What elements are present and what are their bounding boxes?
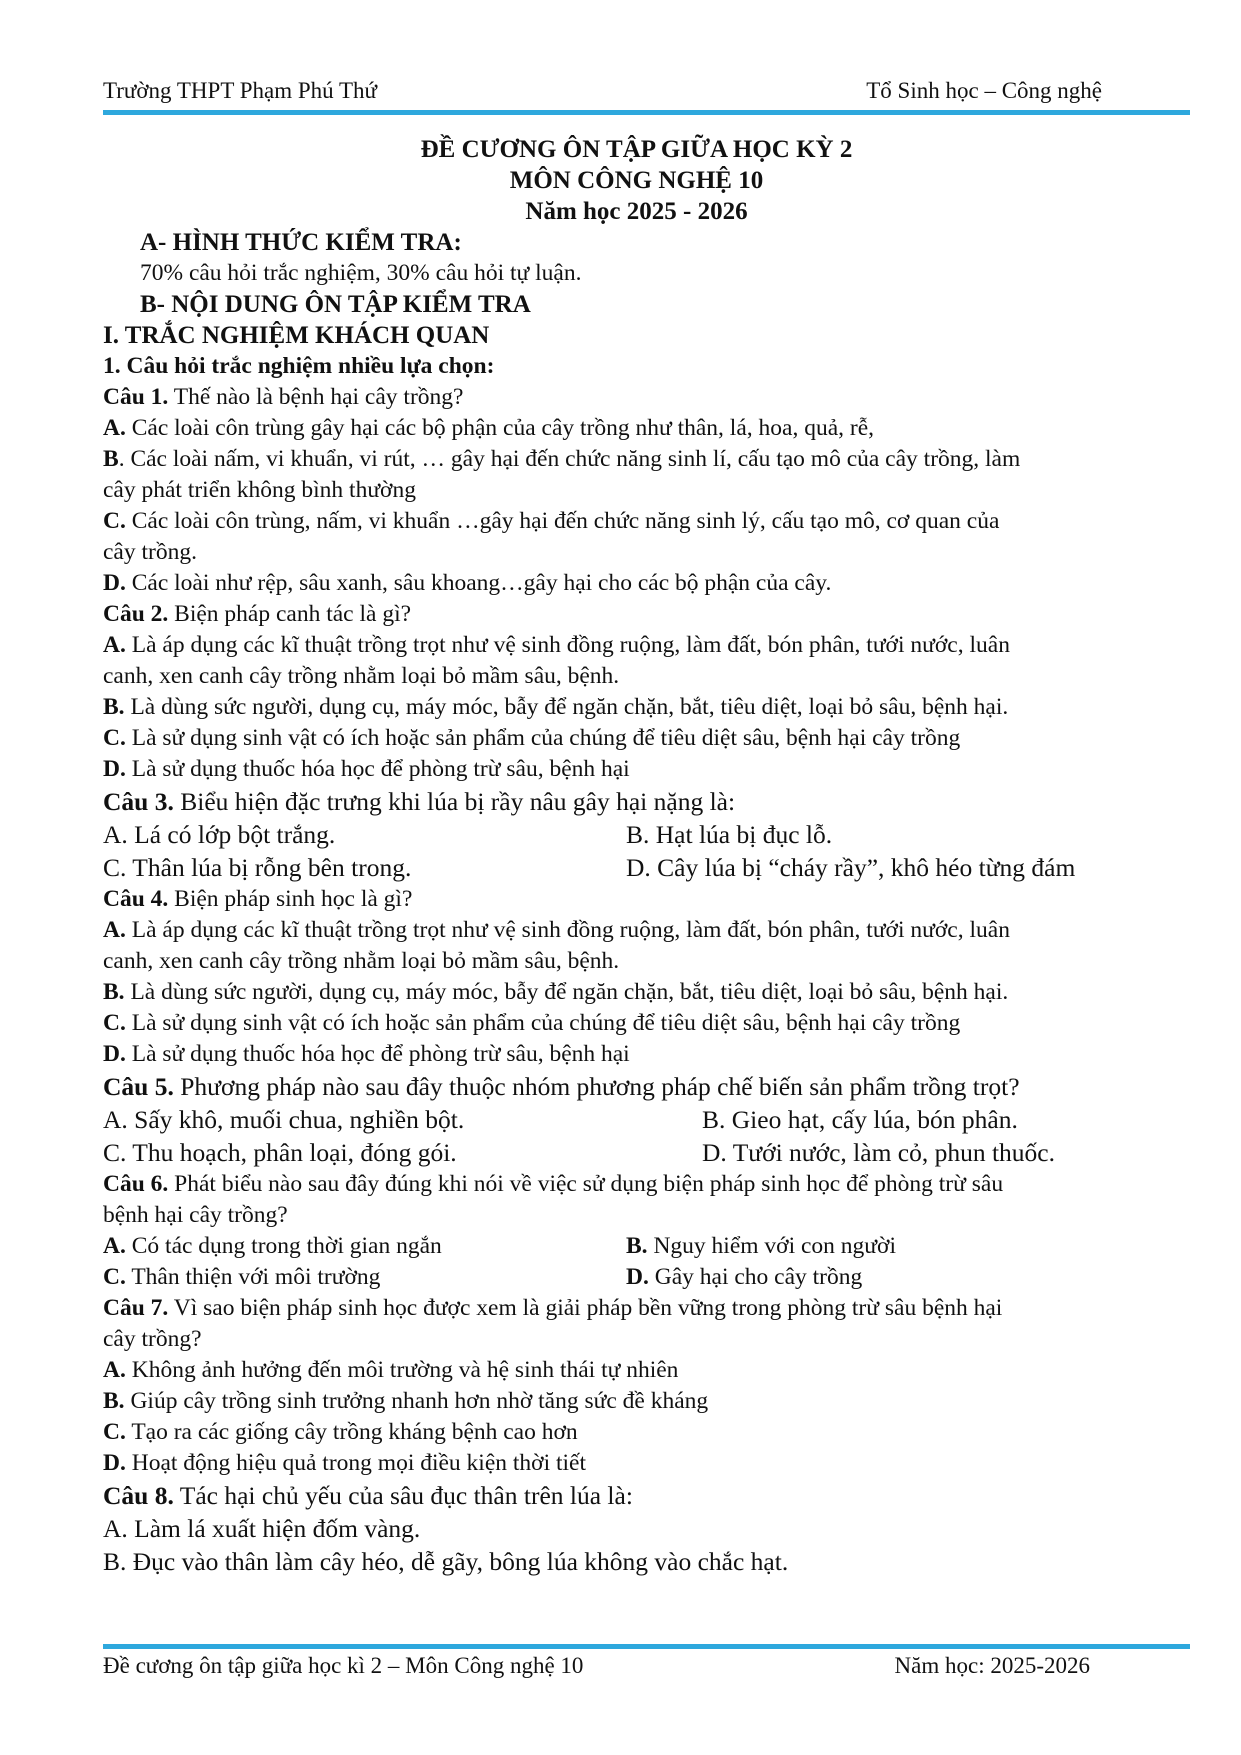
option-a [103,915,1170,946]
header-divider [103,110,1190,115]
question-label: Câu 4. [103,886,169,912]
part-1-heading: I. TRẮC NGHIỆM KHÁCH QUAN [103,322,490,349]
option-text: Là sử dụng sinh vật có ích hoặc sản phẩm của chúng để tiêu diệt sâu, bệnh hại cây trồng [131,1010,961,1036]
options-row [103,851,1170,884]
question-text: Vì sao biện pháp sinh học được xem là giải pháp bền vững trong phòng trừ sâu bệnh hại [168,1295,1003,1321]
department-name: Tổ Sinh học – Công nghệ [866,78,1102,103]
question-6 [103,1169,1170,1200]
option-c [103,1008,1170,1039]
option-letter: C. [103,1419,126,1445]
question-4 [103,884,1170,915]
option-a [103,1355,1170,1386]
options-row [103,1262,1170,1293]
option-d [103,568,1170,599]
option-text: Là dùng sức người, dụng cụ, máy móc, bẫy để ngăn chặn, bắt, tiêu diệt, loại bỏ sâu, bệnh hại. [130,979,1009,1005]
option-b [103,444,1170,475]
option-letter: D. [103,756,126,782]
option-text: Có tác dụng trong thời gian ngắn [131,1233,442,1259]
option-letter: A. [103,1233,126,1259]
option-a: A. Lá có lớp bột trắng. [103,820,336,849]
option-b: B. Gieo hạt, cấy lúa, bón phân. [702,1105,1018,1134]
option-letter: D. [626,1264,649,1290]
question-text: Phương pháp nào sau đây thuộc nhóm phương pháp chế biến sản phẩm trồng trọt? [173,1072,1020,1101]
option-text: Tạo ra các giống cây trồng kháng bệnh cao hơn [131,1419,578,1445]
option-letter: B. [103,979,125,1005]
question-1 [103,382,1170,413]
option-b: B. Đục vào thân làm cây héo, dễ gãy, bông lúa không vào chắc hạt. [103,1547,789,1576]
option-text: Các loài như rệp, sâu xanh, sâu khoang…gây hại cho các bộ phận của cây. [131,570,832,596]
question-7-continued: cây trồng? [103,1326,202,1352]
footer-year: Năm học: 2025-2026 [894,1653,1090,1678]
option-a [103,630,1170,661]
option-text: Hoạt động hiệu quả trong mọi điều kiện thời tiết [131,1450,587,1476]
option-letter: B [103,446,119,472]
option-d [103,754,1170,785]
question-label: Câu 3. [103,787,174,816]
question-2 [103,599,1170,630]
option-letter: D. [103,1450,126,1476]
option-letter: B. [626,1233,648,1259]
option-c [103,1417,1170,1448]
option-c [103,506,1170,537]
option-text: . Các loài nấm, vi khuẩn, vi rút, … gây hại đến chức năng sinh lí, cấu tạo mô của cây trồng, làm [118,446,1021,472]
subject-title: MÔN CÔNG NGHỆ 10 [509,167,764,194]
option-c: C. Thân lúa bị rỗng bên trong. [103,853,412,882]
option-letter: C. [103,1010,126,1036]
option-letter: D. [103,570,126,596]
option-text: Là áp dụng các kĩ thuật trồng trọt như vệ sinh đồng ruộng, làm đất, bón phân, tưới nước, luân [131,917,1010,943]
option-letter: C. [103,1264,126,1290]
option-c [103,1262,626,1293]
option-a-continued: canh, xen canh cây trồng nhằm loại bỏ mầm sâu, bệnh. [103,663,620,689]
option-d [103,1039,1170,1070]
option-c-continued: cây trồng. [103,539,197,565]
options-row [103,1136,1170,1169]
option-text: Các loài côn trùng gây hại các bộ phận của cây trồng như thân, lá, hoa, quả, rễ, [131,415,875,441]
question-text: Biểu hiện đặc trưng khi lúa bị rầy nâu gây hại nặng là: [173,787,736,816]
question-5 [103,1070,1170,1103]
school-name: Trường THPT Phạm Phú Thứ [103,78,377,103]
options-row [103,1103,1170,1136]
option-a [103,1231,626,1262]
option-letter: A. [103,415,126,441]
option-a: A. Sấy khô, muối chua, nghiền bột. [103,1105,465,1134]
option-d [626,1262,862,1293]
page-header [103,70,1138,110]
question-text: Biện pháp canh tác là gì? [168,601,412,627]
option-b [103,1386,1170,1417]
question-label: Câu 7. [103,1295,169,1321]
part-1-subheading: 1. Câu hỏi trắc nghiệm nhiều lựa chọn: [103,353,495,379]
section-a-heading: A- HÌNH THỨC KIỂM TRA: [140,229,462,256]
option-text: Là sử dụng sinh vật có ích hoặc sản phẩm của chúng để tiêu diệt sâu, bệnh hại cây trồng [131,725,961,751]
question-text: Phát biểu nào sau đây đúng khi nói về việc sử dụng biện pháp sinh học để phòng trừ sâu [168,1171,1004,1197]
question-3 [103,785,1170,818]
option-c [103,723,1170,754]
option-c: C. Thu hoạch, phân loại, đóng gói. [103,1138,457,1167]
question-label: Câu 2. [103,601,169,627]
section-a-text: 70% câu hỏi trắc nghiệm, 30% câu hỏi tự luận. [140,260,582,286]
option-letter: A. [103,917,126,943]
option-letter: B. [103,694,125,720]
question-8 [103,1479,1170,1512]
option-a [103,413,1170,444]
footer-divider [103,1644,1190,1649]
option-b: B. Hạt lúa bị đục lỗ. [626,820,833,849]
option-text: Không ảnh hưởng đến môi trường và hệ sinh thái tự nhiên [131,1357,679,1383]
options-row [103,1231,1170,1262]
option-d: D. Cây lúa bị “cháy rầy”, khô héo từng đám [626,853,1076,882]
option-letter: C. [103,725,126,751]
question-6-continued: bệnh hại cây trồng? [103,1202,288,1228]
question-7 [103,1293,1170,1324]
option-b [103,692,1170,723]
option-text: Các loài côn trùng, nấm, vi khuẩn …gây hại đến chức năng sinh lý, cấu tạo mô, cơ quan của [131,508,1000,534]
footer-title: Đề cương ôn tập giữa học kì 2 – Môn Công nghệ 10 [103,1653,584,1678]
option-text: Giúp cây trồng sinh trưởng nhanh hơn nhờ tăng sức đề kháng [130,1388,709,1414]
question-label: Câu 6. [103,1171,169,1197]
question-text: Thế nào là bệnh hại cây trồng? [168,384,464,410]
option-b-continued: cây phát triển không bình thường [103,477,416,503]
document-body [103,134,1170,1578]
option-b [626,1231,896,1262]
options-row [103,818,1170,851]
option-letter: A. [103,1357,126,1383]
option-letter: D. [103,1041,126,1067]
option-text: Gây hại cho cây trồng [654,1264,863,1290]
section-b-heading: B- NỘI DUNG ÔN TẬP KIỂM TRA [140,291,531,318]
option-text: Là dùng sức người, dụng cụ, máy móc, bẫy để ngăn chặn, bắt, tiêu diệt, loại bỏ sâu, bệnh hại. [130,694,1009,720]
option-text: Là sử dụng thuốc hóa học để phòng trừ sâu, bệnh hại [131,1041,630,1067]
option-letter: A. [103,632,126,658]
option-letter: B. [103,1388,125,1414]
question-label: Câu 1. [103,384,169,410]
option-d [103,1448,1170,1479]
option-text: Là sử dụng thuốc hóa học để phòng trừ sâu, bệnh hại [131,756,630,782]
question-text: Tác hại chủ yếu của sâu đục thân trên lúa là: [173,1481,633,1510]
option-d: D. Tưới nước, làm cỏ, phun thuốc. [702,1138,1056,1167]
school-year-title: Năm học 2025 - 2026 [525,198,748,225]
option-a-continued: canh, xen canh cây trồng nhằm loại bỏ mầm sâu, bệnh. [103,948,620,974]
option-text: Thân thiện với môi trường [131,1264,381,1290]
question-label: Câu 5. [103,1072,174,1101]
option-a: A. Làm lá xuất hiện đốm vàng. [103,1514,421,1543]
option-b [103,977,1170,1008]
option-text: Là áp dụng các kĩ thuật trồng trọt như vệ sinh đồng ruộng, làm đất, bón phân, tưới nước, luân [131,632,1010,658]
document-title: ĐỀ CƯƠNG ÔN TẬP GIỮA HỌC KỲ 2 [420,136,853,163]
question-text: Biện pháp sinh học là gì? [168,886,413,912]
question-label: Câu 8. [103,1481,174,1510]
option-text: Nguy hiểm với con người [653,1233,896,1259]
option-letter: C. [103,508,126,534]
